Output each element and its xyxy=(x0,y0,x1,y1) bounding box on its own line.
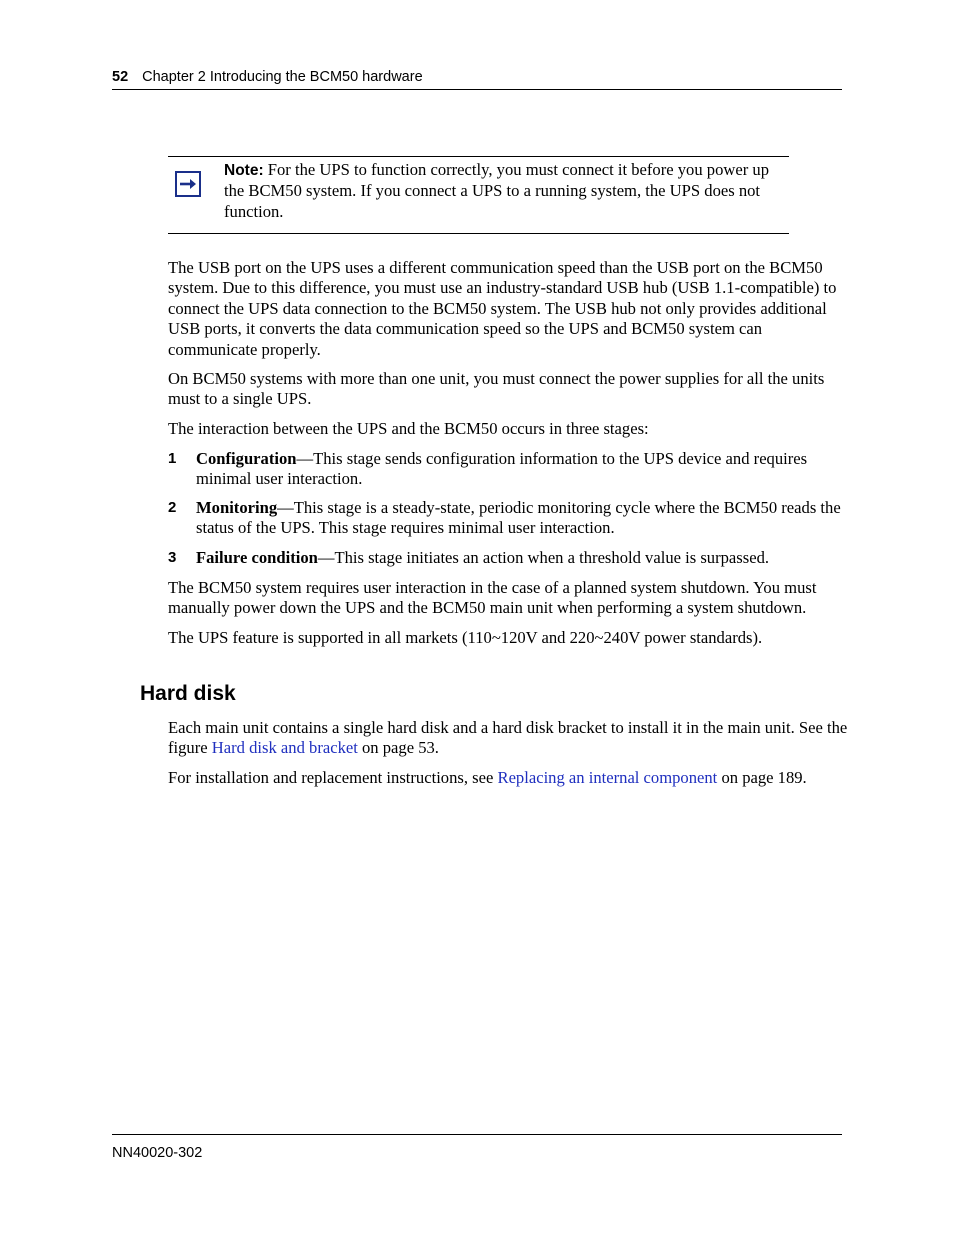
page-header xyxy=(112,68,842,90)
paragraph-text: on page 53. xyxy=(357,738,439,758)
replacing-component-link[interactable]: Replacing an internal component xyxy=(497,768,718,787)
list-item-term: Monitoring xyxy=(196,498,278,517)
list-item-text: —This stage is a steady-state, periodic monitoring cycle where the BCM50 reads the status of the UPS. This stage requires minimal user interaction. xyxy=(196,498,841,538)
paragraph-multi-unit xyxy=(168,369,848,410)
list-item-term: Configuration xyxy=(196,449,297,468)
paragraph-text: on page 189. xyxy=(717,768,807,787)
paragraph-markets-text: The UPS feature is supported in all markets (110~120V and 220~240V power standards). xyxy=(168,628,763,647)
note-label: Note: xyxy=(224,162,264,179)
list-item-term: Failure condition xyxy=(196,548,318,567)
arrow-right-icon xyxy=(175,171,201,197)
paragraph-usb-text: The USB port on the UPS uses a different communication speed than the USB port on the BCM50 system. Due to this difference, you must use an industry-standard USB hub (USB 1.1-compatible) to connect the UPS data connection to the BCM50 system. The USB hub not only provides additional USB ports, it converts the data communication speed so the UPS and BCM50 system can communicate properly. xyxy=(168,258,837,359)
paragraph-text: Each main unit contains a single hard disk and a hard disk bracket to install it in the main unit. See the figure xyxy=(168,718,848,758)
footer-rule xyxy=(112,1134,842,1135)
paragraph-stages-intro-text: The interaction between the UPS and the BCM50 occurs in three stages: xyxy=(168,419,649,438)
list-item-text: —This stage initiates an action when a threshold value is surpassed. xyxy=(317,548,770,567)
note-text xyxy=(224,160,789,222)
paragraph-text: For installation and replacement instructions, see xyxy=(168,768,498,787)
note-body: For the UPS to function correctly, you must connect it before you power up the BCM50 system. If you connect a UPS to a running system, the UPS does not function. xyxy=(224,160,769,221)
paragraph-markets xyxy=(168,628,848,648)
paragraph-installation xyxy=(168,768,848,788)
hard-disk-bracket-link[interactable]: Hard disk and bracket xyxy=(211,738,358,758)
chapter-title: Chapter 2 Introducing the BCM50 hardware xyxy=(142,69,423,85)
document-id: NN40020-302 xyxy=(112,1145,203,1161)
list-item-number: 2 xyxy=(168,499,177,516)
list-item-text: —This stage sends configuration information to the UPS device and requires minimal user interaction. xyxy=(196,449,808,489)
paragraph-stages-intro xyxy=(168,419,848,439)
paragraph-shutdown-text: The BCM50 system requires user interaction in the case of a planned system shutdown. You must manually power down the UPS and the BCM50 main unit when performing a system shutdown. xyxy=(168,578,817,618)
list-item-number: 3 xyxy=(168,549,177,566)
paragraph-hard-disk xyxy=(168,718,848,759)
paragraph-usb xyxy=(168,258,848,360)
paragraph-shutdown xyxy=(168,578,848,619)
paragraph-multi-unit-text: On BCM50 systems with more than one unit, you must connect the power supplies for all the units must to a single UPS. xyxy=(168,369,825,409)
note-box xyxy=(168,156,789,234)
section-heading: Hard disk xyxy=(140,682,236,705)
list-item-number: 1 xyxy=(168,450,177,467)
page-number: 52 xyxy=(112,69,129,85)
